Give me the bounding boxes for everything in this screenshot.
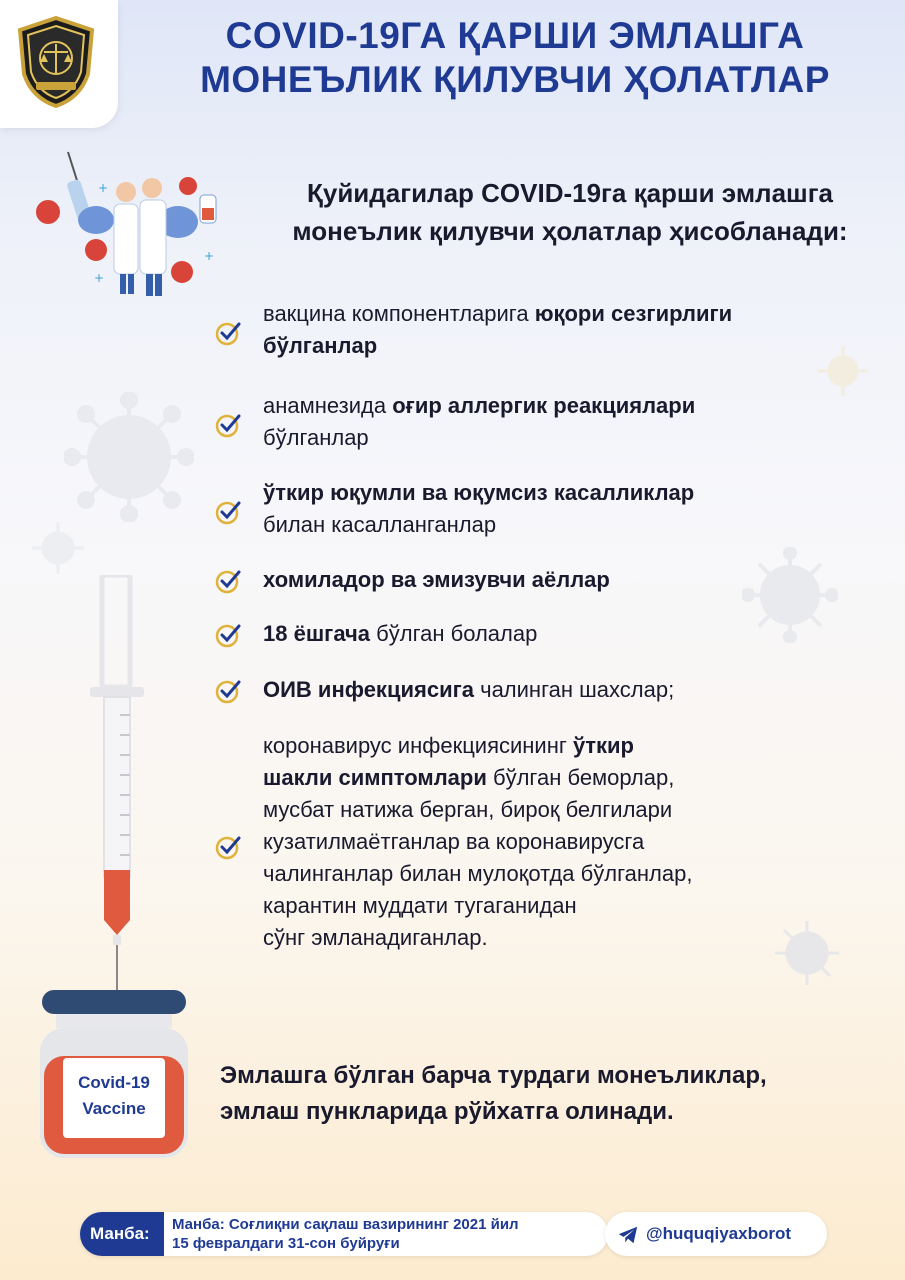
emblem-logo bbox=[14, 14, 98, 110]
vial-label-line-2: Vaccine bbox=[82, 1099, 146, 1118]
vial-label bbox=[63, 1058, 165, 1138]
source-line-2: 15 февралдаги 31-сон буйруғи bbox=[172, 1235, 400, 1252]
telegram-icon[interactable] bbox=[617, 1224, 639, 1246]
page-title bbox=[130, 14, 900, 102]
footer-note-line-2: эмлаш пункларида рўйхатга олинади. bbox=[220, 1098, 674, 1125]
logo-card bbox=[0, 0, 118, 128]
title-line-1: COVID-19ГА ҚАРШИ ЭМЛАШГА bbox=[225, 15, 805, 56]
list-item: хомиладор ва эмизувчи аёллар bbox=[215, 564, 855, 596]
telegram-handle[interactable]: @huquqiyaxborot bbox=[646, 1224, 792, 1243]
list-item: ОИВ инфекциясига чалинган шахслар; bbox=[215, 674, 855, 706]
check-icon bbox=[215, 834, 241, 860]
check-icon bbox=[215, 568, 241, 594]
virus-decoration-large bbox=[64, 392, 194, 522]
footer-note bbox=[220, 1058, 890, 1130]
list-item: вакцина компонентларига юқори сезгирлиги бўлганлар bbox=[215, 298, 855, 362]
source-tag: Манба: bbox=[80, 1212, 164, 1256]
source-text bbox=[172, 1215, 602, 1253]
list-item: 18 ёшгача бўлган болалар bbox=[215, 618, 855, 650]
doctors-illustration bbox=[28, 150, 228, 310]
svg-text:+: + bbox=[98, 181, 109, 195]
vial-label-line-1: Covid-19 bbox=[78, 1073, 150, 1092]
check-icon bbox=[215, 622, 241, 648]
list-item: коронавирус инфекциясининг ўткир шакли симптомлари бўлган беморлар, мусбат натижа берган, бироқ белгилари кузатилмаётганлар ва коронавирусга чалинганлар билан мулоқотда бўлганлар, карантин муддати тугаганидан сўнг эмланадиганлар. bbox=[215, 730, 855, 954]
list-item: анамнезида оғир аллергик реакциялари бўлганлар bbox=[215, 390, 855, 454]
list-item: ўткир юқумли ва юқумсиз касалликлар билан касалланганлар bbox=[215, 477, 855, 541]
footer-note-line-1: Эмлашга бўлган барча турдаги монеъликлар, bbox=[220, 1062, 767, 1089]
intro-heading bbox=[250, 174, 890, 250]
svg-text:+: + bbox=[94, 271, 105, 285]
title-line-2: МОНЕЪЛИК ҚИЛУВЧИ ҲОЛАТЛАР bbox=[200, 59, 830, 100]
check-icon bbox=[215, 320, 241, 346]
virus-decoration-small bbox=[30, 520, 86, 576]
intro-line-1: Қуйидагилар COVID-19га қарши эмлашга bbox=[306, 178, 833, 208]
check-icon bbox=[215, 678, 241, 704]
check-icon bbox=[215, 499, 241, 525]
syringe-illustration bbox=[88, 575, 148, 1005]
svg-text:+: + bbox=[204, 249, 215, 263]
check-icon bbox=[215, 412, 241, 438]
source-line-1: Манба: Соғлиқни сақлаш вазирининг 2021 йил bbox=[172, 1216, 519, 1233]
intro-line-2: монеълик қилувчи ҳолатлар ҳисобланади: bbox=[292, 216, 848, 246]
